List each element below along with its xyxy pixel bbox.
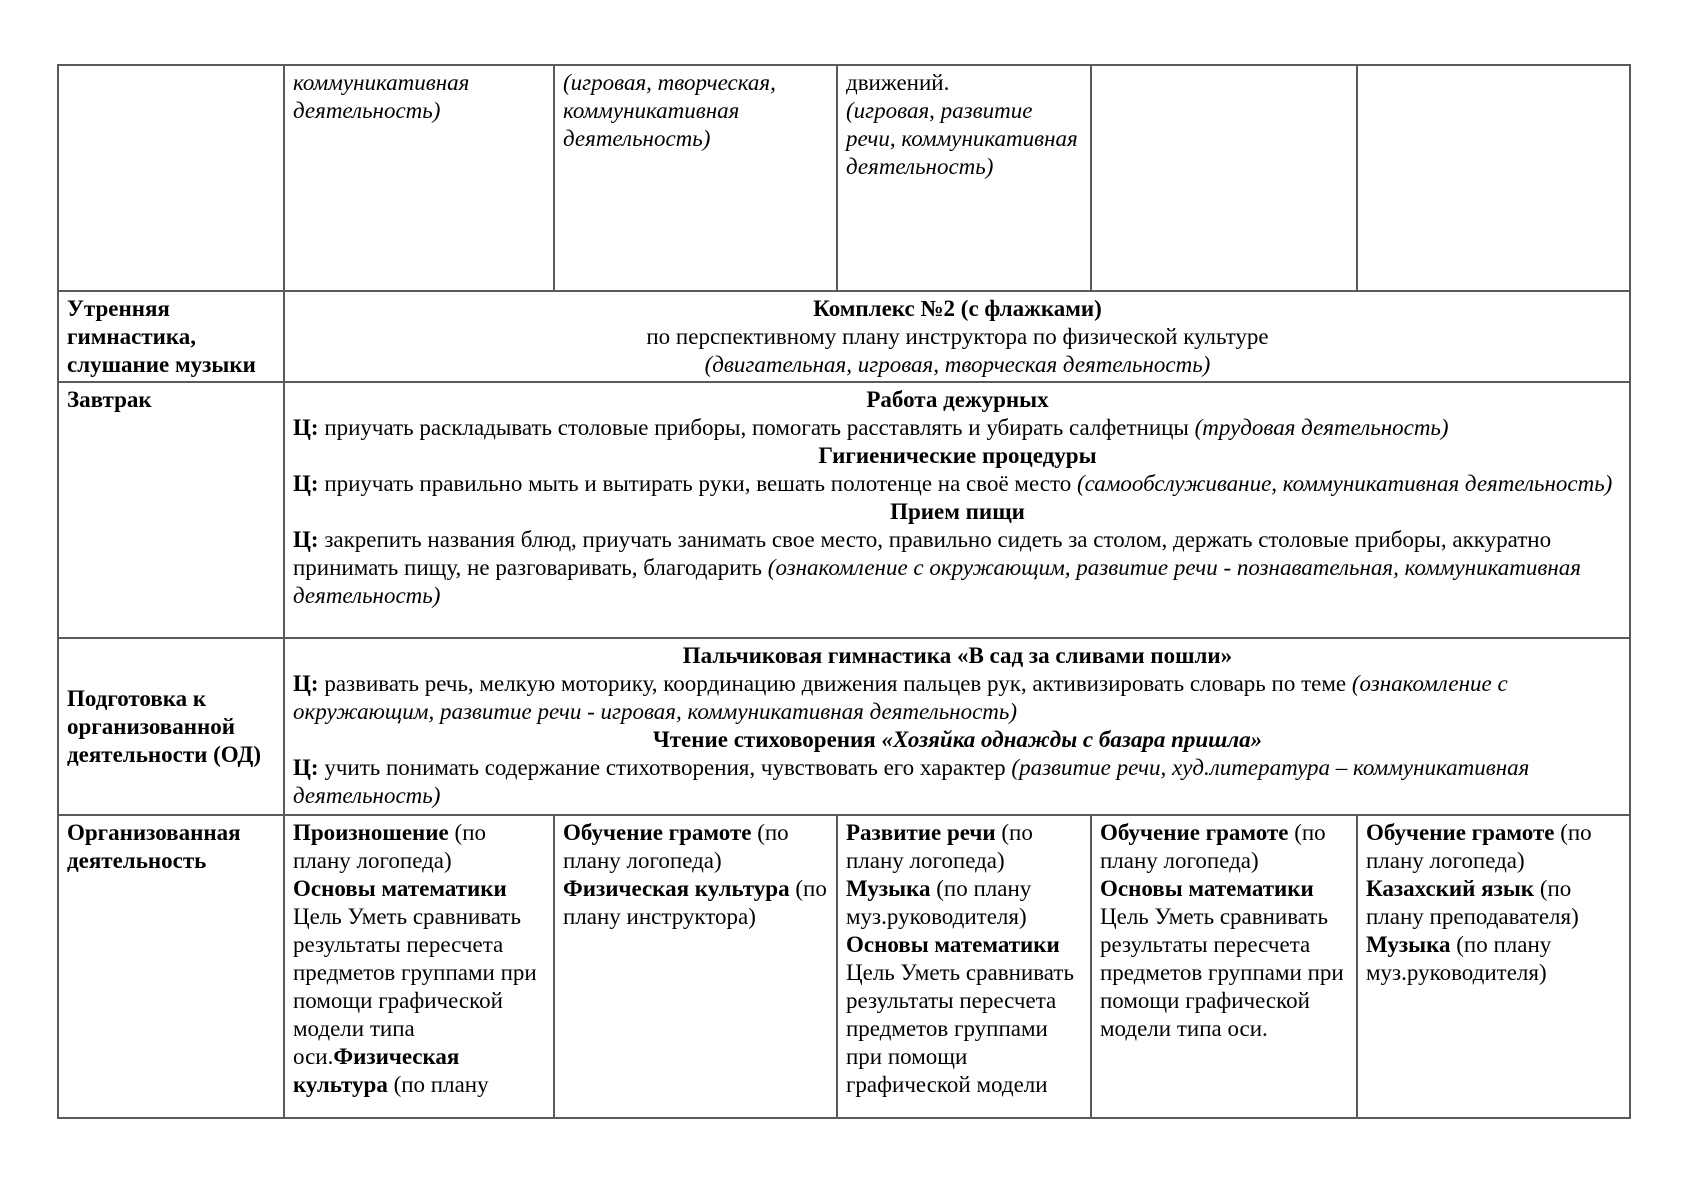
text-run: Ц: [293, 671, 319, 696]
row-label-breakfast: Завтрак [58, 382, 284, 638]
text-run: (трудовая деятельность) [1194, 415, 1449, 440]
text-run: Обучение грамоте [1366, 820, 1561, 845]
text-block [293, 726, 1622, 754]
text-block [293, 498, 1622, 526]
text-run: (по плану логопеда) [1366, 820, 1592, 873]
text-block [293, 670, 1622, 726]
text-run: Работа дежурных [866, 387, 1049, 412]
text-run: (развитие речи, худ.литература – коммуникативная деятельность) [293, 755, 1530, 808]
cell-continuation-col3 [554, 65, 837, 291]
text-run: (по плану преподавателя) [1366, 876, 1579, 929]
cell-organized-col5 [1091, 815, 1357, 1118]
text-run: Комплекс №2 (с флажками) [813, 296, 1102, 321]
text-run: Ц: [293, 527, 319, 552]
text-run: по перспективному плану инструктора по физической культуре [646, 324, 1269, 349]
text-run: Прием пищи [890, 499, 1025, 524]
text-block [293, 526, 1622, 610]
text-run: Гигиенические процедуры [818, 443, 1097, 468]
text-run: развивать речь, мелкую моторику, координацию движения пальцев рук, активизировать словарь по теме [318, 671, 1352, 696]
text-run: (по плану логопеда) [293, 820, 486, 873]
text-run: (ознакомление с окружающим, развитие речи - игровая, коммуникативная деятельность) [293, 671, 1508, 724]
table-row-preparation [58, 638, 1630, 815]
text-run: Обучение грамоте [1100, 820, 1295, 845]
cell-continuation-col2 [284, 65, 554, 291]
text-run: Физическая культура [563, 876, 796, 901]
text-block [293, 386, 1622, 414]
text-run: (по плану логопеда) [1100, 820, 1326, 873]
text-run: Ц: [293, 755, 319, 780]
text-run: (игровая, развитие речи, коммуникативная деятельность) [846, 98, 1078, 179]
table-row-breakfast [58, 382, 1630, 638]
text-run: движений. [846, 70, 950, 95]
text-run: Основы математики [1100, 876, 1314, 901]
text-run: Ц: [293, 415, 319, 440]
text-block [293, 442, 1622, 470]
text-run: Цель Уметь сравнивать результаты пересчета предметов группами при помощи графической модели типа оси. [293, 904, 537, 1069]
text-block [293, 295, 1622, 323]
text-block [293, 323, 1622, 351]
text-run: Музыка [1366, 932, 1457, 957]
text-run: (самообслуживание, коммуникативная деятельность) [1076, 471, 1613, 496]
cell-breakfast-content [284, 382, 1630, 638]
text-run: (по плану [393, 1072, 489, 1097]
text-block [293, 642, 1622, 670]
text-block [293, 414, 1622, 442]
text-run: (по плану логопеда) [846, 820, 1033, 873]
text-run: Ц: [293, 471, 319, 496]
cell-organized-col2 [284, 815, 554, 1118]
row-label-preparation: Подготовка к организованной деятельности (ОД) [58, 638, 284, 815]
text-run: (ознакомление с окружающим, развитие речи - познавательная, коммуникативная деятельность) [293, 555, 1581, 608]
text-run: приучать правильно мыть и вытирать руки, вешать полотенце на своё место [318, 471, 1077, 496]
text-run: Цель Уметь сравнивать результаты пересчета предметов группами при помощи графической модели [846, 960, 1074, 1097]
text-run: (игровая, творческая, коммуникативная деятельность) [563, 70, 776, 151]
text-run: Развитие речи [846, 820, 1002, 845]
text-run: приучать раскладывать столовые приборы, помогать расставлять и убирать салфетницы [318, 415, 1195, 440]
table-row-organized-activity [58, 815, 1630, 1118]
row-label-organized-activity: Организованная деятельность [58, 815, 284, 1118]
text-run: закрепить названия блюд, приучать занимать свое место, правильно сидеть за столом, держать столовые приборы, аккуратно принимать пищу, не разговаривать, благодарить [293, 527, 1552, 580]
text-run: «Хозяйка однажды с базара пришла» [881, 727, 1263, 752]
cell-morning-gymnastics-content [284, 291, 1630, 382]
text-run: коммуникативная деятельность) [293, 70, 470, 123]
daily-schedule-table [57, 64, 1631, 1119]
text-run: (по плану инструктора) [563, 876, 827, 929]
text-run: Основы математики [293, 876, 507, 901]
cell-organized-col3 [554, 815, 837, 1118]
text-run: Физическая культура [293, 1044, 460, 1097]
text-run: Чтение стиховорения [652, 727, 882, 752]
text-block [293, 470, 1622, 498]
cell-continuation-col5-empty [1091, 65, 1357, 291]
text-run: (по плану муз.руководителя) [846, 876, 1032, 929]
cell-preparation-content [284, 638, 1630, 815]
text-run: (по плану муз.руководителя) [1366, 932, 1552, 985]
text-run: (двигательная, игровая, творческая деятельность) [704, 352, 1211, 377]
cell-continuation-label-empty [58, 65, 284, 291]
cell-organized-col4 [837, 815, 1091, 1118]
cell-organized-col6 [1357, 815, 1630, 1118]
text-run: Казахский язык [1366, 876, 1540, 901]
cell-continuation-col6-empty [1357, 65, 1630, 291]
table-row-morning-gymnastics [58, 291, 1630, 382]
text-run: учить понимать содержание стихотворения, чувствовать его характер [318, 755, 1012, 780]
text-run: Произношение [293, 820, 455, 845]
text-run: Цель Уметь сравнивать результаты пересчета предметов группами при помощи графической модели типа оси. [1100, 904, 1344, 1041]
text-run: Обучение грамоте [563, 820, 758, 845]
text-run: Пальчиковая гимнастика «В сад за сливами пошли» [682, 643, 1233, 668]
text-run: (по плану логопеда) [563, 820, 789, 873]
table-row-continuation [58, 65, 1630, 291]
row-label-morning-gymnastics: Утренняя гимнастика, слушание музыки [58, 291, 284, 382]
text-block [293, 754, 1622, 810]
text-run: Основы математики [846, 932, 1060, 957]
text-block [293, 351, 1622, 379]
text-run: Музыка [846, 876, 937, 901]
cell-continuation-col4 [837, 65, 1091, 291]
